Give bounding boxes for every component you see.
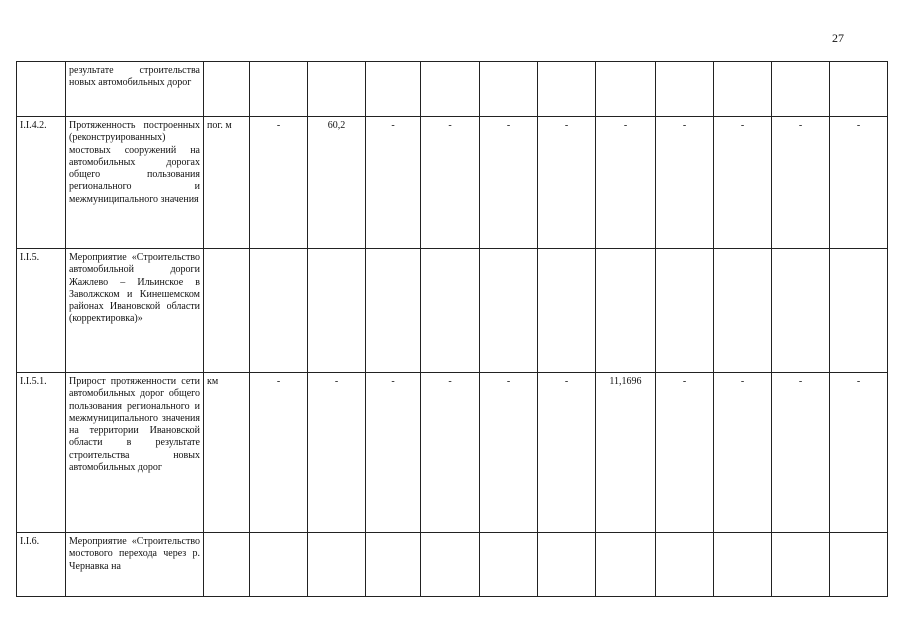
row-value: - [538, 117, 596, 249]
row-value [830, 533, 888, 597]
row-value [366, 533, 421, 597]
row-value [830, 62, 888, 117]
row-value [250, 62, 308, 117]
row-value [656, 249, 714, 373]
row-value [366, 249, 421, 373]
page-number: 27 [832, 31, 844, 45]
row-value: 11,1696 [596, 373, 656, 533]
row-value [480, 249, 538, 373]
row-description: Мероприятие «Строительство автомобильной дороги Жажлево – Ильинское в Заволжском и Кинешемском районах Ивановской области (корректировка)» [66, 249, 204, 373]
row-value [421, 249, 480, 373]
row-value [308, 533, 366, 597]
row-value: 60,2 [308, 117, 366, 249]
row-value: - [480, 373, 538, 533]
row-value [714, 533, 772, 597]
row-value: - [772, 117, 830, 249]
row-number [17, 62, 66, 117]
row-value [772, 533, 830, 597]
row-value [538, 249, 596, 373]
row-value: - [421, 117, 480, 249]
row-unit [204, 62, 250, 117]
row-unit [204, 533, 250, 597]
row-value [480, 533, 538, 597]
row-value [596, 249, 656, 373]
row-unit: км [204, 373, 250, 533]
row-value [250, 249, 308, 373]
row-number: I.I.4.2. [17, 117, 66, 249]
row-value [772, 62, 830, 117]
row-value [366, 62, 421, 117]
row-value [830, 249, 888, 373]
table-row [17, 533, 888, 597]
table-row [17, 117, 888, 249]
row-value: - [656, 373, 714, 533]
row-description: Протяженность построенных (реконструированных) мостовых сооружений на автомобильных дорогах общего пользования регионального и межмуниципального значения [66, 117, 204, 249]
row-value [480, 62, 538, 117]
row-value: - [250, 373, 308, 533]
row-value: - [250, 117, 308, 249]
row-description: результате строительства новых автомобильных дорог [66, 62, 204, 117]
row-value: - [656, 117, 714, 249]
row-value [772, 249, 830, 373]
row-value [656, 533, 714, 597]
table-row [17, 62, 888, 117]
row-description: Прирост протяженности сети автомобильных дорог общего пользования регионального и межмуниципального значения на территории Ивановской области в результате строительства новых автомобильных дорог [66, 373, 204, 533]
row-description: Мероприятие «Строительство мостового перехода через р. Чернавка на [66, 533, 204, 597]
row-unit: пог. м [204, 117, 250, 249]
row-value: - [421, 373, 480, 533]
row-value [250, 533, 308, 597]
row-value [421, 533, 480, 597]
row-value: - [596, 117, 656, 249]
row-value [308, 62, 366, 117]
row-number: I.I.5.1. [17, 373, 66, 533]
row-value: - [830, 117, 888, 249]
table-row [17, 373, 888, 533]
row-value: - [714, 117, 772, 249]
indicators-table [16, 61, 888, 597]
row-value [656, 62, 714, 117]
row-number: I.I.5. [17, 249, 66, 373]
row-value [596, 533, 656, 597]
table-row [17, 249, 888, 373]
row-value: - [830, 373, 888, 533]
row-unit [204, 249, 250, 373]
row-value: - [714, 373, 772, 533]
row-value [714, 249, 772, 373]
row-number: I.I.6. [17, 533, 66, 597]
row-value: - [366, 373, 421, 533]
row-value [714, 62, 772, 117]
row-value: - [538, 373, 596, 533]
row-value [308, 249, 366, 373]
row-value [596, 62, 656, 117]
row-value [538, 533, 596, 597]
row-value: - [480, 117, 538, 249]
row-value: - [366, 117, 421, 249]
row-value: - [772, 373, 830, 533]
row-value: - [308, 373, 366, 533]
row-value [421, 62, 480, 117]
row-value [538, 62, 596, 117]
